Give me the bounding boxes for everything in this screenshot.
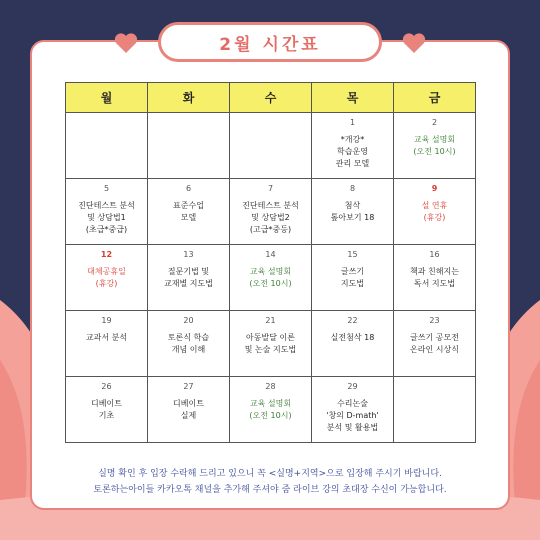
heart-icon	[114, 32, 138, 54]
day-number: 15	[347, 250, 358, 259]
day-number: 22	[347, 316, 358, 325]
day-number: 12	[100, 250, 113, 259]
day-event: 글쓰기 공모전 온라인 시상식	[410, 333, 459, 354]
day-number: 23	[429, 316, 440, 325]
day-number: 14	[265, 250, 276, 259]
day-number: 26	[101, 382, 112, 391]
heart-icon	[402, 32, 426, 54]
calendar-day-cell	[394, 245, 476, 311]
calendar-day-cell	[148, 377, 230, 443]
calendar-week-row	[66, 113, 476, 179]
calendar-day-cell	[148, 113, 230, 179]
page-title: 2월 시간표	[158, 22, 382, 62]
day-number: 27	[183, 382, 194, 391]
calendar-day-cell	[66, 311, 148, 377]
calendar-week-row	[66, 179, 476, 245]
day-number: 21	[265, 316, 276, 325]
day-number: 19	[101, 316, 112, 325]
calendar-day-cell	[394, 113, 476, 179]
day-event: 교과서 분석	[85, 333, 128, 342]
footer-line: 토론하는아이들 카카오톡 채널을 추가해 주셔야 줌 라이브 강의 초대장 수신이 가능합니다.	[93, 485, 447, 495]
calendar-week-row	[66, 377, 476, 443]
calendar-day-cell	[66, 245, 148, 311]
day-event: 수리논술 '창의 D-math' 분석 및 활용법	[326, 399, 379, 432]
calendar-day-cell	[394, 311, 476, 377]
day-event: 실전첨삭 18	[330, 333, 375, 342]
weekday-header: 목	[312, 83, 394, 113]
day-event: 질문기법 및 교재별 지도법	[164, 267, 213, 288]
day-event: 디베이트 기초	[91, 399, 122, 420]
footer-line: 실명 확인 후 입장 수락해 드리고 있으니 꼭 <실명+지역>으로 입장해 주시기 바랍니다.	[98, 469, 442, 479]
calendar-week-row	[66, 245, 476, 311]
calendar-day-cell	[312, 377, 394, 443]
footer-notice	[30, 466, 510, 498]
day-event: 교육 설명회 (오전 10시)	[413, 135, 456, 156]
weekday-header-row	[66, 83, 476, 113]
day-event: 디베이트 실제	[173, 399, 204, 420]
calendar-day-cell	[394, 179, 476, 245]
calendar-day-cell	[230, 377, 312, 443]
day-event: 아동발달 이론 및 논술 지도법	[244, 333, 297, 354]
calendar-day-cell	[66, 179, 148, 245]
calendar-week-row	[66, 311, 476, 377]
day-number: 9	[431, 184, 438, 193]
calendar-day-cell	[312, 179, 394, 245]
day-event: 대체공휴일 (휴강)	[87, 267, 126, 288]
day-number: 28	[265, 382, 276, 391]
weekday-header: 수	[230, 83, 312, 113]
calendar-day-cell	[312, 245, 394, 311]
day-number: 29	[347, 382, 358, 391]
calendar-day-cell	[230, 113, 312, 179]
calendar-day-cell	[230, 179, 312, 245]
day-number: 2	[431, 118, 438, 127]
calendar-day-cell	[66, 377, 148, 443]
day-event: 표준수업 모델	[173, 201, 204, 222]
calendar-day-cell	[148, 245, 230, 311]
day-number: 13	[183, 250, 194, 259]
day-event: 책과 친해지는 독서 지도법	[410, 267, 459, 288]
calendar-day-cell	[230, 245, 312, 311]
calendar-day-cell	[230, 311, 312, 377]
day-event: 토론식 학습 개념 이해	[167, 333, 210, 354]
weekday-header: 화	[148, 83, 230, 113]
day-number: 7	[267, 184, 274, 193]
day-event: 교육 설명회 (오전 10시)	[249, 399, 292, 420]
day-event: 진단테스트 분석 및 상담법1 (초급*중급)	[78, 201, 135, 234]
day-event: 글쓰기 지도법	[340, 267, 365, 288]
calendar-day-cell	[394, 377, 476, 443]
day-number: 16	[429, 250, 440, 259]
calendar-day-cell	[148, 311, 230, 377]
day-number: 5	[103, 184, 110, 193]
weekday-header: 금	[394, 83, 476, 113]
calendar-day-cell	[312, 113, 394, 179]
day-event: 첨삭 톺아보기 18	[330, 201, 375, 222]
day-event: 교육 설명회 (오전 10시)	[249, 267, 292, 288]
day-number: 1	[349, 118, 356, 127]
calendar-day-cell	[148, 179, 230, 245]
day-number: 6	[185, 184, 192, 193]
day-number: 20	[183, 316, 194, 325]
day-event: 진단테스트 분석 및 상담법2 (고급*중등)	[242, 201, 299, 234]
calendar-table	[65, 82, 476, 443]
day-number: 8	[349, 184, 356, 193]
calendar-day-cell	[66, 113, 148, 179]
day-event: *개강* 학습운영 관리 모델	[335, 135, 370, 168]
calendar-day-cell	[312, 311, 394, 377]
weekday-header: 월	[66, 83, 148, 113]
day-event: 설 연휴 (휴강)	[421, 201, 448, 222]
